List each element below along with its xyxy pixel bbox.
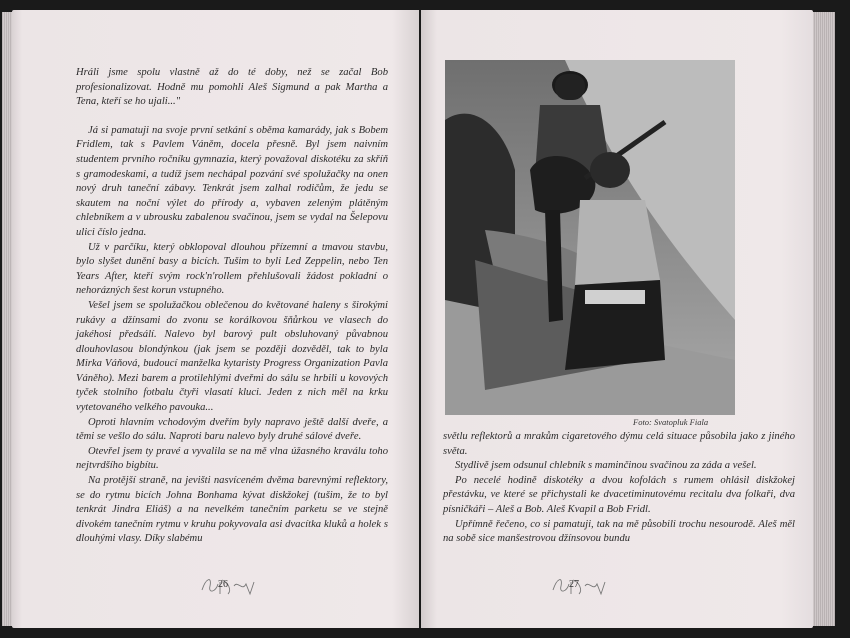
photo-image — [445, 60, 735, 415]
page-number: 27 — [569, 579, 579, 590]
paragraph: Hráli jsme spolu vlastně až do té doby, než se začal Bob profesionalizovat. Hodně mu pomohli Aleš Sigmund a pak Martha a Tena, kteří se ho ujali..." — [76, 67, 388, 108]
paragraph: Otevřel jsem ty pravé a vyvalila se na mě vlna úžasného kraválu toho nejtvrdšího bigbítu. — [76, 445, 388, 472]
page-number: 26 — [218, 579, 228, 590]
handwritten-signature — [198, 572, 258, 598]
paragraph: světlu reflektorů a mrakům cigaretového dýmu celá situace působila jako z jiného světa. — [443, 431, 795, 457]
paragraph: Stydlivě jsem odsunul chlebník s maminčinou svačinou za záda a vešel. — [455, 460, 757, 472]
paragraph: Vešel jsem se spolužačkou oblečenou do květované haleny s širokými rukávy a džínsami do zvonu se korálkovou šňůrkou ve vlasech do jakéhosi předsálí. Nalevo byl barový pult obsluhovaný půvabnou dlouhovlasou blondýnkou (jak jsem se později dozvěděl, tak to byla Mirka Váňová, budoucí manželka kytaristy Progress Organization Pavla Váněho). Mezi barem a protilehlými dveřmi do sálu se hrbili u kovových tyček stolního fotbalu čtyři vlasatí kluci. Jeden z nich měl na krku vytetovaného velkého pavouka... — [76, 299, 388, 414]
photo-caption: Foto: Svatopluk Fiala — [633, 417, 709, 427]
right-page-text — [443, 430, 795, 547]
page-edges-right — [813, 12, 835, 626]
paragraph: Upřímně řečeno, co si pamatuji, tak na mě působili trochu nesourodě. Aleš měl na sobě sice manšestrovou džínsovou bundu — [443, 518, 795, 545]
paragraph: Po necelé hodině diskotéky a dvou kofolách s rumem ohlásil diskžokej přestávku, ve které se přichystali ke dvacetiminutovému recitalu dva folkaři, dva písničkáři – Aleš a Bob. Aleš Kvapil a Bob Fridl. — [443, 474, 795, 515]
handwritten-signature — [549, 572, 609, 598]
right-page — [421, 10, 813, 628]
paragraph: Oproti hlavním vchodovým dveřím byly napravo ještě další dveře, a těmi se vešlo do sálu. Naproti baru nalevo byly druhé sálové dveře. — [76, 416, 388, 443]
band-photo — [445, 60, 735, 415]
left-page-text — [76, 66, 388, 547]
page-edges-left — [2, 12, 12, 626]
paragraph: Já si pamatuji na svoje první setkání s oběma kamarády, jak s Bobem Fridlem, tak s Pavlem Váněm, docela přesně. Byl jsem naivním studentem prvního ročníku gymnazia, který považoval diskotéku za skříň s gramodeskami, a tudíž jsem nechápal pozvání své spolužačky na onen nový druh taneční zábavy. Tenkrát jsem zalhal rodičům, že jedu se skautem na noční výlet do přírody a, vybaven zeleným plátěným chlebníkem a v ubrousku zabalenou svačinou, jsem se vydal na Šelepovu ulici číslo jedna. — [76, 124, 388, 238]
left-page — [12, 10, 419, 628]
paragraph: Už v parčíku, který obklopoval dlouhou přízemní a tmavou stavbu, bylo slyšet dunění basy a bicích. Tušim to byli Led Zeppelin, nebo Ten Years After, kteří svým rock'n'rollem přehlušovali žádost pokladní o nehorázných šest korun vstupného. — [76, 241, 388, 297]
paragraph: Na protější straně, na jevišti nasvíceném dvěma barevnými reflektory, se do rytmu bicích Johna Bonhama kývat diskžokej (tušim, že to byl tenkrát Jindra Eliáš) a na nevelkém tanečním parketu se ve stejně divokém tanečním rytmu v kruhu pokyvovala asi dvacítka kluků a holek s dlouhými vlasy. Díky slabému — [76, 475, 388, 545]
